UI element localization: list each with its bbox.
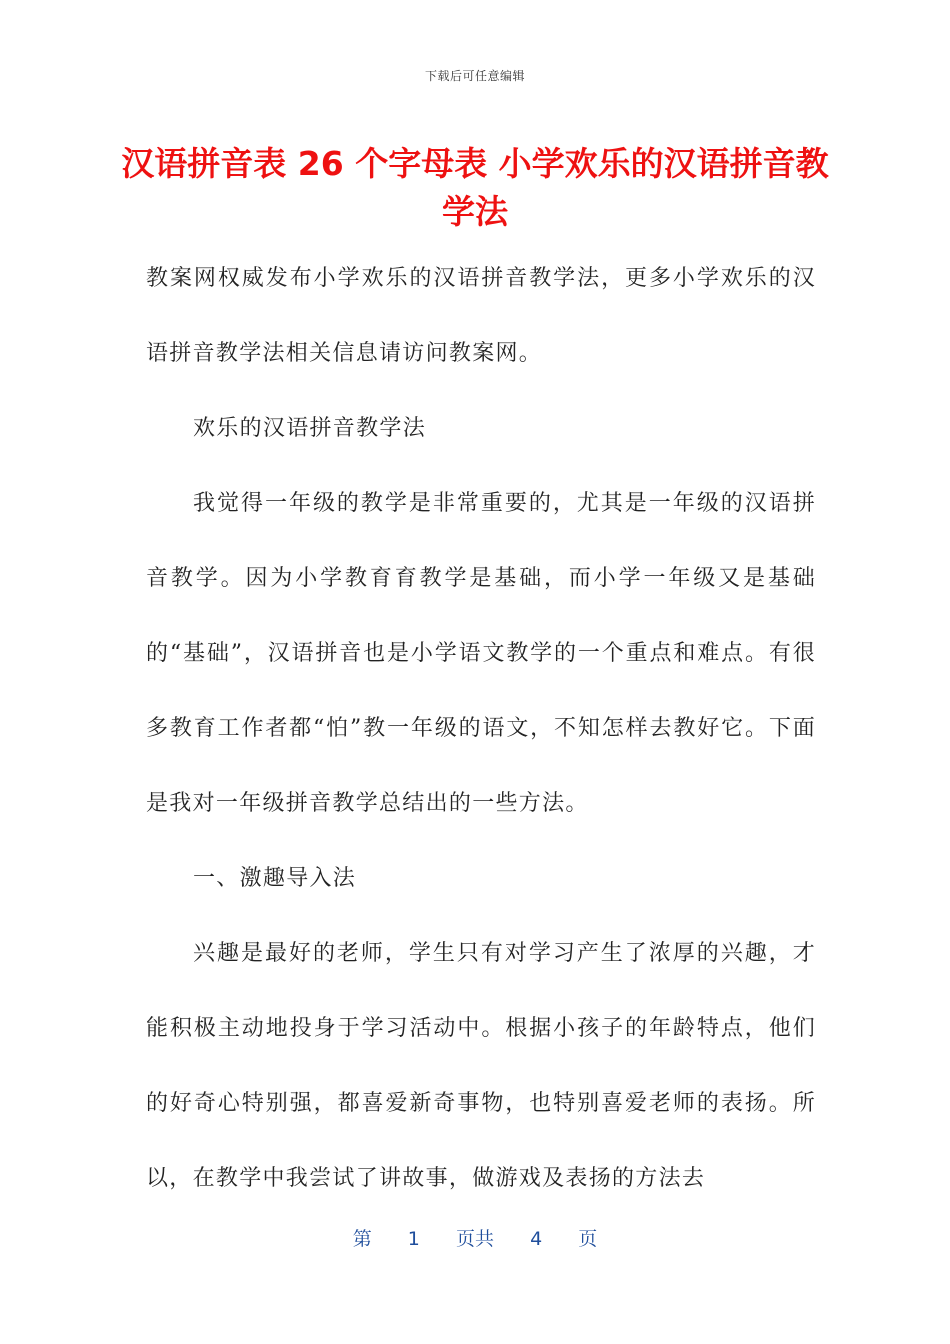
paragraph-interest: 兴趣是最好的老师，学生只有对学习产生了浓厚的兴趣，才能积极主动地投身于学习活动中。根据小孩子的年龄特点，他们的好奇心特别强，都喜爱新奇事物，也特别喜爱老师的表扬。所以，在教学中我尝试了讲故事，做游戏及表扬的方法去	[146, 941, 816, 1191]
page-suffix: 页	[578, 1228, 598, 1250]
page-footer	[0, 1224, 950, 1251]
document-body	[146, 241, 816, 1216]
document-title: 汉语拼音表 26 个字母表 小学欢乐的汉语拼音教学法	[121, 144, 829, 231]
page-middle: 页共	[455, 1228, 494, 1250]
paragraph-intro: 教案网权威发布小学欢乐的汉语拼音教学法，更多小学欢乐的汉语拼音教学法相关信息请访问教案网。	[146, 266, 816, 366]
header-note: 下载后可任意编辑	[424, 69, 525, 83]
page-current: 1	[407, 1228, 420, 1250]
page-total: 4	[530, 1228, 543, 1250]
section-heading: 一、激趣导入法	[193, 866, 357, 891]
page-prefix: 第	[352, 1228, 372, 1250]
paragraph-main: 我觉得一年级的教学是非常重要的，尤其是一年级的汉语拼音教学。因为小学教育育教学是基础，而小学一年级又是基础的“基础”，汉语拼音也是小学语文教学的一个重点和难点。有很多教育工作者都“怕”教一年级的语文，不知怎样去教好它。下面是我对一年级拼音教学总结出的一些方法。	[146, 491, 816, 816]
paragraph-heading: 欢乐的汉语拼音教学法	[193, 416, 427, 441]
